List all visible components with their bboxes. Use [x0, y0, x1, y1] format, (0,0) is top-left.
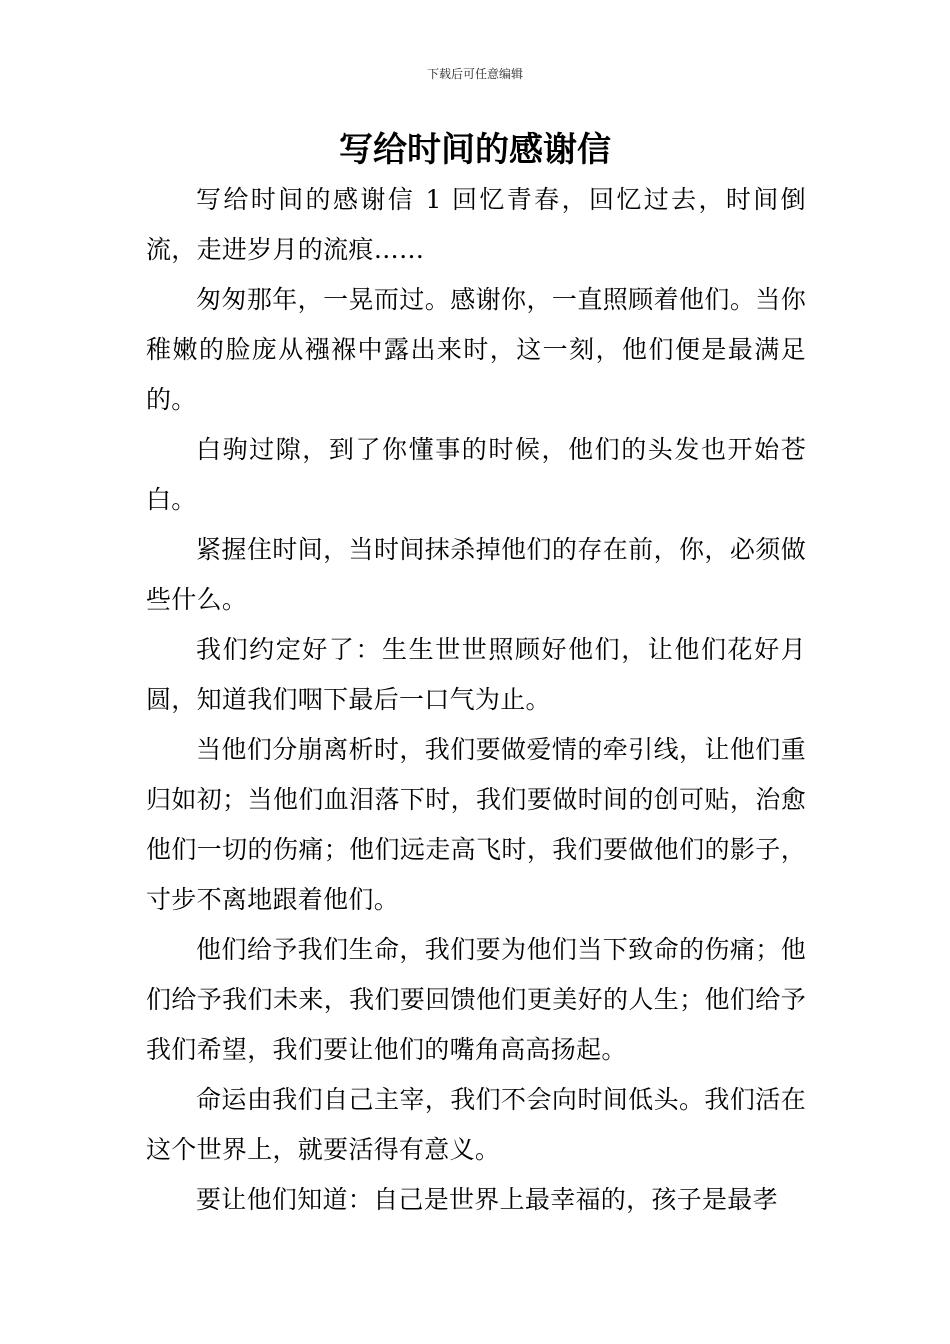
header-note: 下载后可任意编辑 [426, 67, 523, 81]
paragraph: 要让他们知道：自己是世界上最幸福的，孩子是最孝 [196, 1185, 778, 1214]
document-title: 写给时间的感谢信 [339, 130, 611, 170]
paragraph: 紧握住时间，当时间抹杀掉他们的存在前，你，必须做些什么。 [146, 535, 806, 614]
paragraph: 当他们分崩离析时，我们要做爱情的牵引线，让他们重归如初；当他们血泪落下时，我们要做时间的创可贴，治愈他们一切的伤痛；他们远走高飞时，我们要做他们的影子，寸步不离地跟着他们。 [146, 735, 806, 914]
paragraph: 他们给予我们生命，我们要为他们当下致命的伤痛；他们给予我们未来，我们要回馈他们更美好的人生；他们给予我们希望，我们要让他们的嘴角高高扬起。 [146, 935, 806, 1064]
document-body [146, 175, 806, 1225]
paragraph: 我们约定好了：生生世世照顾好他们，让他们花好月圆，知道我们咽下最后一口气为止。 [146, 635, 806, 714]
paragraph: 写给时间的感谢信 1 回忆青春，回忆过去，时间倒流，走进岁月的流痕…… [146, 185, 806, 264]
paragraph: 命运由我们自己主宰，我们不会向时间低头。我们活在这个世界上，就要活得有意义。 [146, 1085, 806, 1164]
paragraph: 匆匆那年，一晃而过。感谢你，一直照顾着他们。当你稚嫩的脸庞从襁褓中露出来时，这一刻，他们便是最满足的。 [146, 285, 806, 414]
paragraph: 白驹过隙，到了你懂事的时候，他们的头发也开始苍白。 [146, 435, 806, 514]
